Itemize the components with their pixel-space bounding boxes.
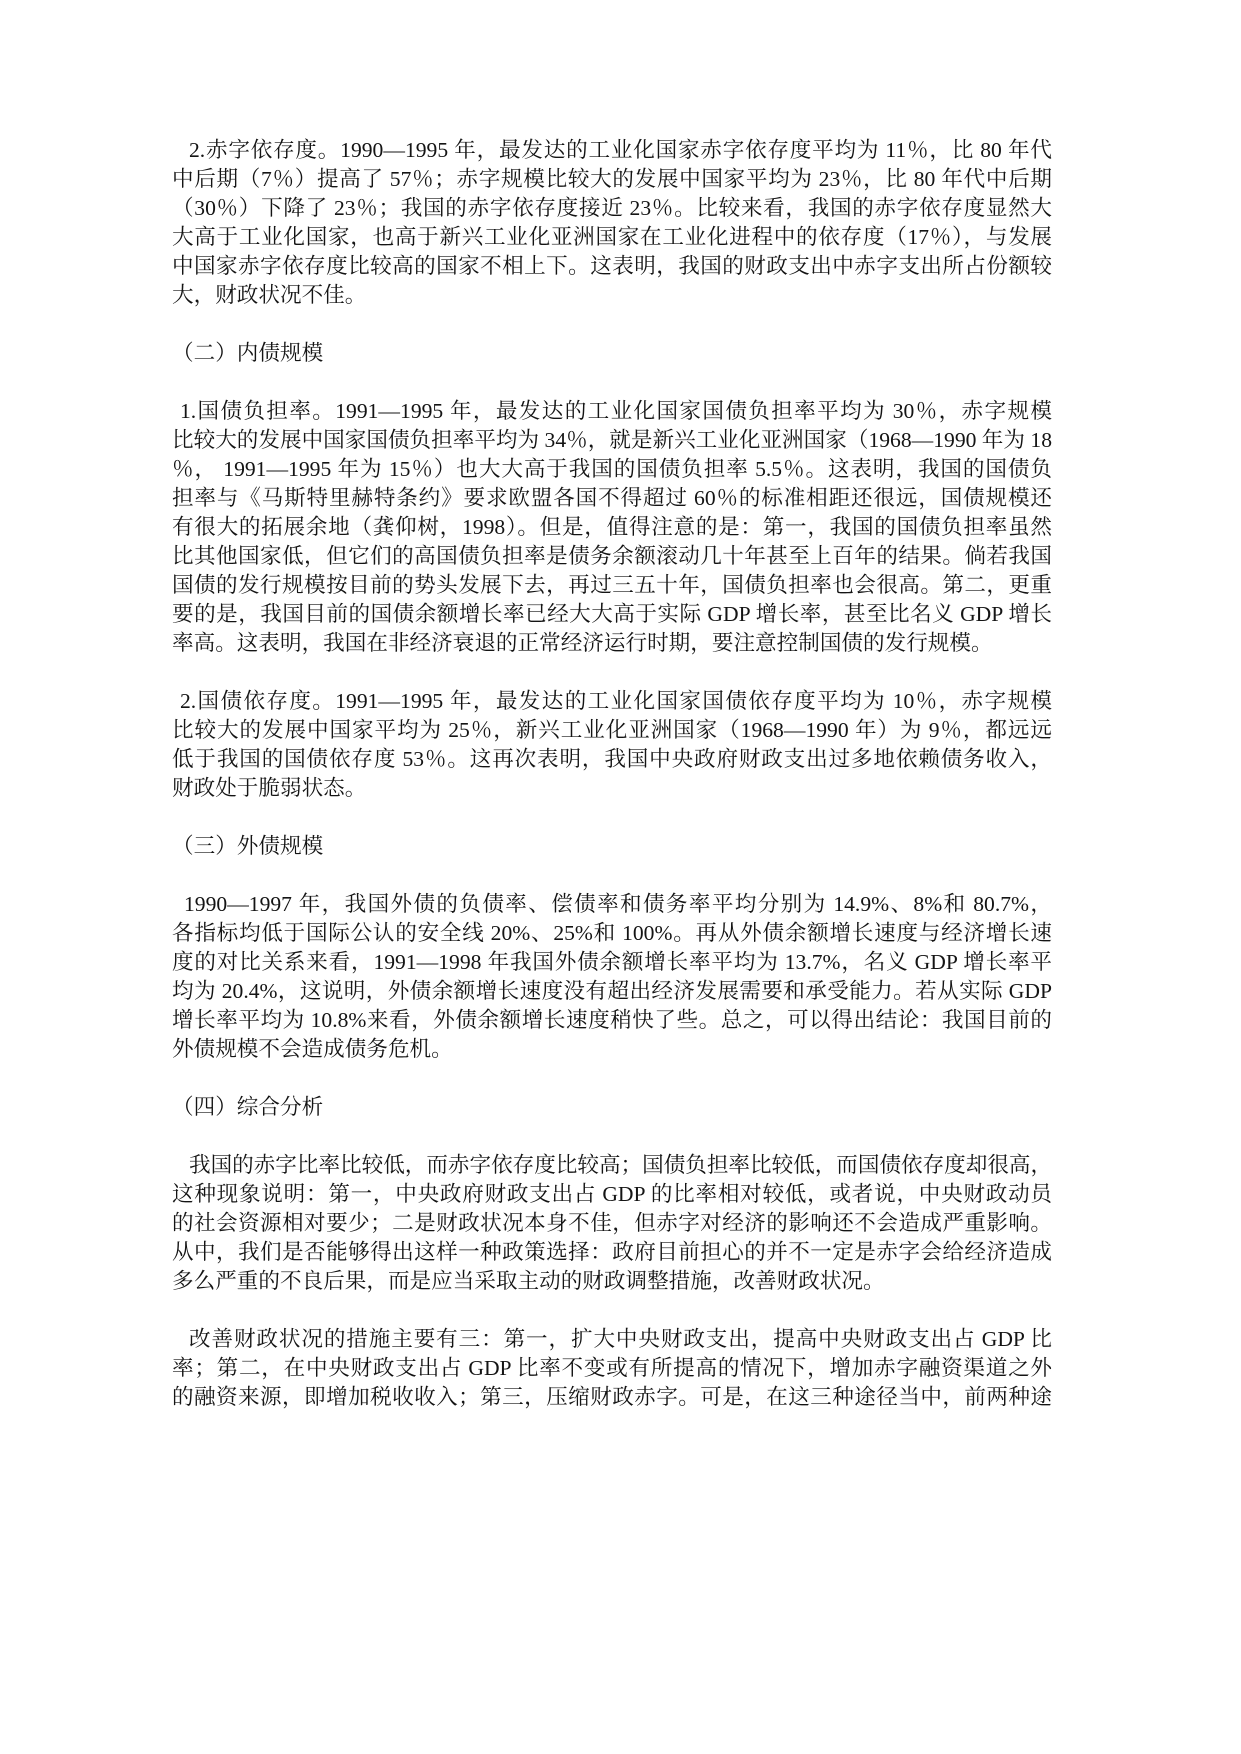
paragraph-line: 大，财政状况不佳。	[172, 282, 367, 307]
paragraph-line: 比较大的发展中国家平均为 25％，新兴工业化亚洲国家（1968—1990 年）为 9％，都远远	[172, 717, 1052, 742]
paragraph-line: 比较大的发展中国家国债负担率平均为 34％，就是新兴工业化亚洲国家（1968—1990 年为 18	[172, 427, 1052, 452]
paragraph-deficit-dependency	[172, 136, 1052, 310]
paragraph-debt-burden-ratio	[172, 397, 1052, 658]
paragraph-line: 财政处于脆弱状态。	[172, 775, 367, 800]
paragraph-line: 从中，我们是否能够得出这样一种政策选择：政府目前担心的并不一定是赤字会给经济造成	[172, 1239, 1052, 1264]
paragraph-debt-dependency	[172, 687, 1052, 803]
paragraph-line: 大高于工业化国家，也高于新兴工业化亚洲国家在工业化进程中的依存度（17％），与发展	[172, 224, 1052, 249]
paragraph-line: 担率与《马斯特里赫特条约》要求欧盟各国不得超过 60％的标准相距还很远，国债规模还	[172, 485, 1052, 510]
paragraph-line: 低于我国的国债依存度 53％。这再次表明，我国中央政府财政支出过多地依赖债务收入，	[172, 746, 1052, 771]
paragraph-line: 要的是，我国目前的国债余额增长率已经大大高于实际 GDP 增长率，甚至比名义 GDP 增长	[172, 601, 1052, 626]
paragraph-line: 多么严重的不良后果，而是应当采取主动的财政调整措施，改善财政状况。	[172, 1268, 885, 1293]
paragraph-line: 增长率平均为 10.8%来看，外债余额增长速度稍快了些。总之，可以得出结论：我国目前的	[172, 1007, 1052, 1032]
paragraph-line: 外债规模不会造成债务危机。	[172, 1036, 453, 1061]
paragraph-line: 率；第二，在中央财政支出占 GDP 比率不变或有所提高的情况下，增加赤字融资渠道之外	[172, 1355, 1052, 1380]
paragraph-line: 1990—1997 年，我国外债的负债率、偿债率和债务率平均分别为 14.9%、8%和 80.7%，	[184, 891, 1052, 916]
paragraph-line: 的融资来源，即增加税收收入；第三，压缩财政赤字。可是，在这三种途径当中，前两种途	[172, 1384, 1052, 1409]
paragraph-line: 均为 20.4%，这说明，外债余额增长速度没有超出经济发展需要和承受能力。若从实际 GDP	[172, 978, 1052, 1003]
paragraph-line: 改善财政状况的措施主要有三：第一，扩大中央财政支出，提高中央财政支出占 GDP 比	[189, 1326, 1052, 1351]
paragraph-foreign-debt-indicators	[172, 890, 1052, 1064]
section-heading-comprehensive-analysis: （四）综合分析	[172, 1094, 324, 1119]
paragraph-fiscal-improvement-measures	[172, 1325, 1052, 1412]
paragraph-line: 1.国债负担率。1991—1995 年，最发达的工业化国家国债负担率平均为 30％，赤字规模	[180, 398, 1052, 423]
paragraph-line: 各指标均低于国际公认的安全线 20%、25%和 100%。再从外债余额增长速度与经济增长速	[172, 920, 1052, 945]
paragraph-line: 我国的赤字比率比较低，而赤字依存度比较高；国债负担率比较低，而国债依存度却很高，	[189, 1152, 1052, 1177]
paragraph-line: ％， 1991—1995 年为 15％）也大大高于我国的国债负担率 5.5％。这表明，我国的国债负	[172, 456, 1052, 481]
section-heading-foreign-debt: （三）外债规模	[172, 833, 324, 858]
paragraph-line: 中国家赤字依存度比较高的国家不相上下。这表明，我国的财政支出中赤字支出所占份额较	[172, 253, 1052, 278]
paragraph-line: 这种现象说明：第一，中央政府财政支出占 GDP 的比率相对较低，或者说，中央财政动员	[172, 1181, 1052, 1206]
paragraph-line: 的社会资源相对要少；二是财政状况本身不佳，但赤字对经济的影响还不会造成严重影响。	[172, 1210, 1052, 1235]
paragraph-line: 2.赤字依存度。1990—1995 年，最发达的工业化国家赤字依存度平均为 11％，比 80 年代	[189, 137, 1052, 162]
paragraph-line: （30％）下降了 23％；我国的赤字依存度接近 23％。比较来看，我国的赤字依存度显然大	[172, 195, 1052, 220]
paragraph-line: 中后期（7％）提高了 57％；赤字规模比较大的发展中国家平均为 23％，比 80 年代中后期	[172, 166, 1052, 191]
paragraph-line: 度的对比关系来看，1991—1998 年我国外债余额增长率平均为 13.7%，名义 GDP 增长率平	[172, 949, 1052, 974]
paragraph-comprehensive-analysis	[172, 1151, 1052, 1296]
paragraph-line: 2.国债依存度。1991—1995 年，最发达的工业化国家国债依存度平均为 10％，赤字规模	[180, 688, 1052, 713]
section-heading-domestic-debt: （二）内债规模	[172, 340, 324, 365]
paragraph-line: 率高。这表明，我国在非经济衰退的正常经济运行时期，要注意控制国债的发行规模。	[172, 630, 993, 655]
paragraph-line: 比其他国家低，但它们的高国债负担率是债务余额滚动几十年甚至上百年的结果。倘若我国	[172, 543, 1052, 568]
paragraph-line: 有很大的拓展余地（龚仰树，1998）。但是，值得注意的是：第一，我国的国债负担率虽然	[172, 514, 1052, 539]
paragraph-line: 国债的发行规模按目前的势头发展下去，再过三五十年，国债负担率也会很高。第二，更重	[172, 572, 1052, 597]
